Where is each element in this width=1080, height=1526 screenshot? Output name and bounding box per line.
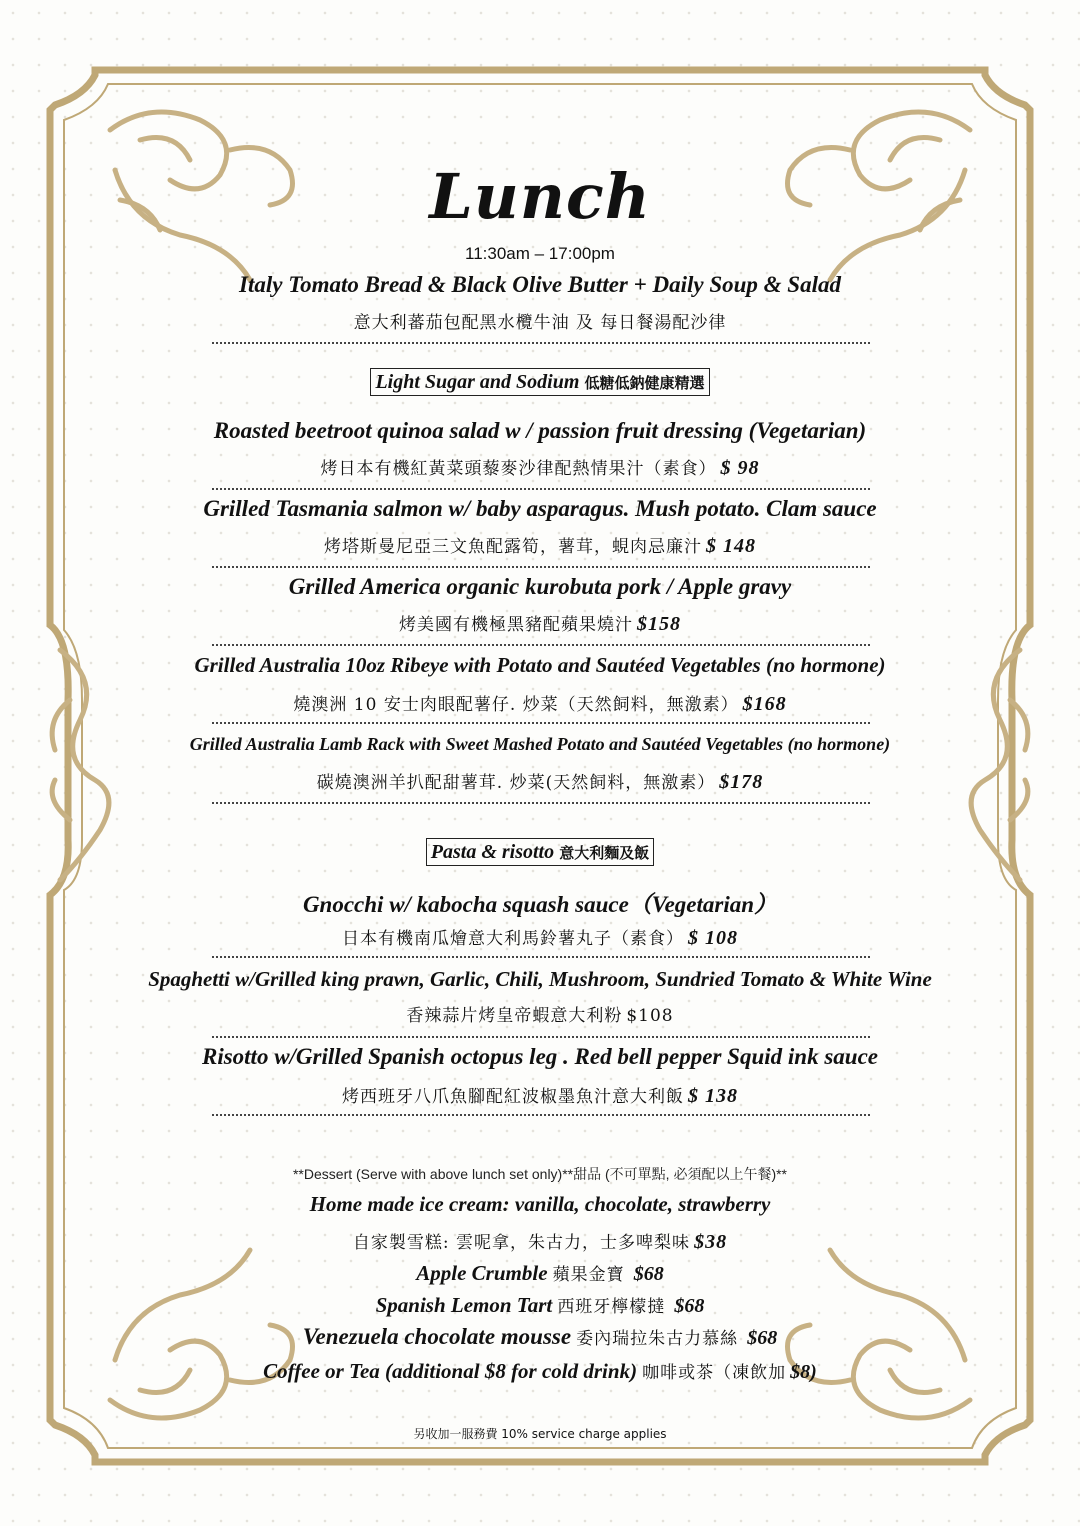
menu-item-price: $168 [742, 693, 787, 715]
menu-item-price: $ 108 [688, 927, 738, 949]
menu-item-english: Grilled Australia 10oz Ribeye with Potato and Sautéed Vegetables (no hormone) [194, 653, 886, 677]
service-charge-english: 10% service charge applies [501, 1427, 667, 1441]
menu-item-chinese-text: 香辣蒜片烤皇帝蝦意大利粉 [406, 1006, 623, 1026]
dessert-item [100, 1324, 980, 1350]
menu-item-chinese-text: 烤日本有機紅黃菜頭藜麥沙律配熱情果汁（素食） [320, 459, 717, 479]
menu-item-chinese-text: 日本有機南瓜燴意大利馬鈴薯丸子（素食） [342, 929, 684, 949]
menu-item-chinese [100, 454, 980, 480]
drink-item [100, 1358, 980, 1384]
drink-english: Coffee or Tea (additional $8 for cold drink) [263, 1359, 638, 1383]
page-title: Lunch [429, 160, 651, 233]
menu-item-chinese-text: 烤美國有機極黑豬配蘋果燒汁 [399, 615, 633, 635]
menu-item-english: Grilled Australia Lamb Rack with Sweet Mashed Potato and Sautéed Vegetables (no hormone) [189, 734, 891, 754]
menu-item-price: $108 [626, 1006, 674, 1026]
menu-item-english: Spaghetti w/Grilled king prawn, Garlic, Chili, Mushroom, Sundried Tomato & White Wine [148, 967, 932, 991]
starter-chinese: 意大利蕃茄包配黑水欖牛油 及 每日餐湯配沙律 [353, 313, 727, 333]
dessert-item-english: Spanish Lemon Tart [375, 1293, 553, 1317]
menu-item-chinese [100, 610, 980, 636]
dessert-ice-cream-english: Home made ice cream: vanilla, chocolate, strawberry [309, 1192, 771, 1216]
section-box [426, 838, 654, 866]
dessert-item-english: Venezuela chocolate mousse [302, 1324, 572, 1349]
menu-item-english: Grilled Tasmania salmon w/ baby asparagus. Mush potato. Clam sauce [203, 496, 877, 521]
menu-item-chinese-text: 烤西班牙八爪魚腳配紅波椒墨魚汁意大利飯 [342, 1087, 684, 1107]
section-heading-pasta [100, 838, 980, 866]
menu-item-price: $ 138 [688, 1085, 738, 1107]
menu-item-english: Gnocchi w/ kabocha squash sauce（Vegetarian） [302, 892, 778, 917]
dotted-divider [212, 342, 870, 344]
menu-content [100, 0, 980, 1526]
dessert-item-price: $68 [747, 1327, 778, 1349]
dessert-item [100, 1260, 980, 1286]
dessert-item-chinese: 委內瑞拉朱古力慕絲 [576, 1329, 739, 1349]
dessert-ice-cream-price: $38 [694, 1231, 728, 1253]
dessert-item-price: $68 [633, 1263, 664, 1285]
menu-item-price: $178 [719, 771, 764, 793]
menu-item-chinese-text: 烤塔斯曼尼亞三文魚配露筍，薯茸，蜆肉忌廉汁 [324, 537, 702, 557]
starter-english: Italy Tomato Bread & Black Olive Butter + Daily Soup & Salad [239, 272, 841, 297]
dessert-item-chinese: 西班牙檸檬撻 [557, 1297, 666, 1317]
dessert-ice-cream-chinese [100, 1228, 980, 1254]
menu-item-chinese [100, 768, 980, 794]
dotted-divider [212, 1114, 870, 1116]
dotted-divider [212, 644, 870, 646]
menu-item-chinese [100, 532, 980, 558]
dotted-divider [212, 1036, 870, 1038]
menu-item-chinese-text: 碳燒澳洲羊扒配甜薯茸. 炒菜(天然飼料，無激素） [316, 773, 716, 793]
section-light-english: Light Sugar and Sodium [375, 371, 580, 393]
menu-item-chinese [100, 1082, 980, 1108]
menu-item-price: $ 148 [706, 535, 756, 557]
section-pasta-chinese: 意大利麵及飯 [559, 844, 650, 862]
menu-item-chinese [100, 924, 980, 950]
section-heading-light [100, 368, 980, 396]
section-box [370, 368, 709, 396]
dotted-divider [212, 956, 870, 958]
section-pasta-english: Pasta & risotto [430, 841, 555, 863]
dessert-item-english: Apple Crumble [416, 1261, 548, 1285]
dotted-divider [212, 802, 870, 804]
menu-item-chinese [100, 1001, 980, 1026]
dotted-divider [212, 566, 870, 568]
menu-item-english: Roasted beetroot quinoa salad w / passion fruit dressing (Vegetarian) [213, 418, 867, 443]
menu-item-price: $ 98 [720, 457, 760, 479]
dessert-item-price: $68 [674, 1295, 705, 1317]
menu-item-english: Risotto w/Grilled Spanish octopus leg . Red bell pepper Squid ink sauce [201, 1044, 878, 1069]
dessert-note: **Dessert (Serve with above lunch set only)**甜品 (不可單點, 必須配以上午餐)** [292, 1166, 788, 1182]
dessert-ice-cream-chinese-text: 自家製雪糕: 雲呢拿，朱古力，士多啤梨味 [352, 1233, 691, 1253]
dessert-item-chinese: 蘋果金寶 [552, 1265, 625, 1285]
service-charge-note [100, 1425, 980, 1442]
menu-item-chinese [100, 690, 980, 716]
drink-price: $8) [790, 1361, 817, 1383]
dotted-divider [212, 722, 870, 724]
section-light-chinese: 低糖低鈉健康精選 [584, 374, 705, 392]
opening-hours: 11:30am – 17:00pm [465, 244, 615, 263]
menu-item-price: $158 [637, 613, 681, 635]
service-charge-chinese: 另收加一服務費 [413, 1427, 498, 1441]
menu-item-english: Grilled America organic kurobuta pork / Apple gravy [288, 574, 792, 599]
dessert-item [100, 1292, 980, 1318]
drink-chinese: 咖啡或茶（凍飲加 [642, 1363, 787, 1383]
dotted-divider [212, 488, 870, 490]
menu-item-chinese-text: 燒澳洲 10 安士肉眼配薯仔. 炒菜（天然飼料，無激素） [293, 695, 739, 715]
